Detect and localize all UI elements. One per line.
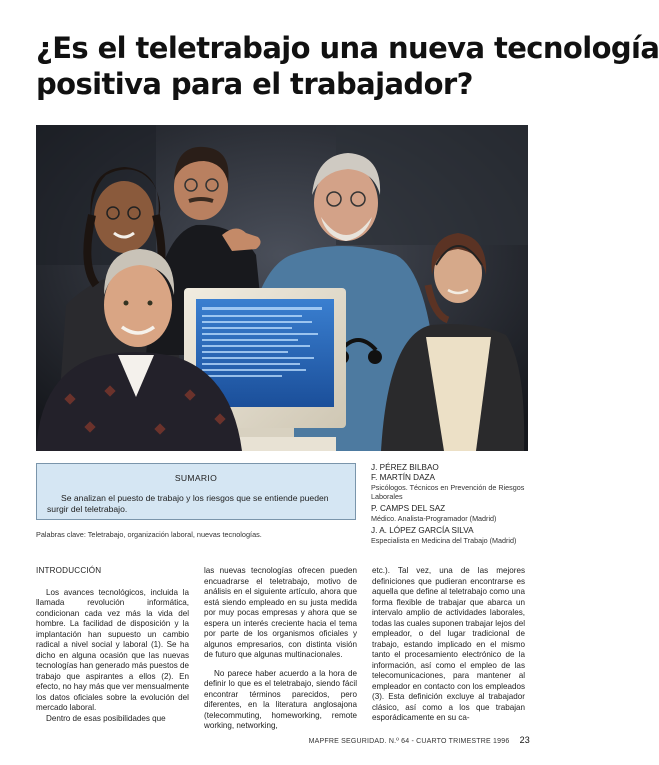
sumario-box xyxy=(36,463,356,520)
body-column-2 xyxy=(204,566,357,732)
author-role: Médico. Analista-Programador (Madrid) xyxy=(371,514,497,523)
page-number: 23 xyxy=(519,735,530,745)
group-photo-illustration xyxy=(36,125,528,451)
author-role: Psicólogos. Técnicos en Prevención de Riesgos Laborales xyxy=(371,483,525,501)
paragraph: Dentro de esas posibilidades que xyxy=(46,713,166,723)
paragraph: las nuevas tecnologías ofrecen pueden encuadrarse el teletrabajo, motivo de análisis en el siguiente artículo, ahora que está siendo empleado en su justa medida por muy pocas empresas y ahora que se espera un interés creciente hacia el tema por parte de los organismos oficiales y algunos empresarios, con distinta visión de futuro que algunas multinacionales. xyxy=(204,566,357,659)
sumario-text: Se analizan el puesto de trabajo y los riesgos que se entiende pueden surgir del teletrabajo. xyxy=(47,493,329,514)
page-footer xyxy=(300,735,530,745)
journal-info: MAPFRE SEGURIDAD. N.º 64 - CUARTO TRIMESTRE 1996 xyxy=(308,738,510,745)
section-heading: INTRODUCCIÓN xyxy=(36,566,102,575)
article-title-line-1: ¿Es el teletrabajo una nueva tecnología xyxy=(36,31,659,65)
article-title xyxy=(36,30,659,102)
article-title-line-2: positiva para el trabajador? xyxy=(36,67,473,101)
author-role: Especialista en Medicina del Trabajo (Madrid) xyxy=(371,536,517,545)
author-list xyxy=(371,463,531,548)
sumario-heading: SUMARIO xyxy=(174,473,218,483)
author-name: F. MARTÍN DAZA xyxy=(371,473,435,482)
author-name: J. PÉREZ BILBAO xyxy=(371,463,439,472)
author-name: J. A. LÓPEZ GARCÍA SILVA xyxy=(371,526,474,535)
paragraph: Los avances tecnológicos, incluida la llamada revolución informática, condicionan cada vez más la vida del hombre. La facilidad de disposición y la implantación han supuesto un cambio radical a nivel social y laboral (1). Se ha dicho en alguna ocasión que las nuevas tecnologías han generado más puestos de trabajo que aspirantes a ellos (2). En efecto, no hay más que ver mensualmente los datos oficiales sobre la evolución del mercado laboral. xyxy=(36,587,189,712)
body-column-3 xyxy=(372,566,525,724)
keywords: Palabras clave: Teletrabajo, organización laboral, nuevas tecnologías. xyxy=(36,530,262,539)
group-photo xyxy=(36,125,528,451)
paragraph: etc.). Tal vez, una de las mejores definiciones que pudieran encontrarse es aquella que define al teletrabajo como una forma flexible de trabajar que abarca un intervalo amplio de actividades laborales, todas las cuales suponen trabajar lejos del empleador, o del lugar tradicional de trabajo, estando implicado en el mismo tanto el procesamiento electrónico de la información, así como el empleo de las telecomunicaciones, para mantener al empleador en contacto con los empleados (3). Esta definición excluye al trabajador clásico, así como a los que trabajan esporádicamente en su ca- xyxy=(372,566,525,722)
paragraph: No parece haber acuerdo a la hora de definir lo que es el teletrabajo, siendo fácil encontrar términos parecidos, pero diferentes, en la literatura anglosajona (telecommuting, homeworking, remote working, networking, xyxy=(204,668,357,730)
body-column-1 xyxy=(36,566,189,724)
author-name: P. CAMPS DEL SAZ xyxy=(371,504,446,513)
